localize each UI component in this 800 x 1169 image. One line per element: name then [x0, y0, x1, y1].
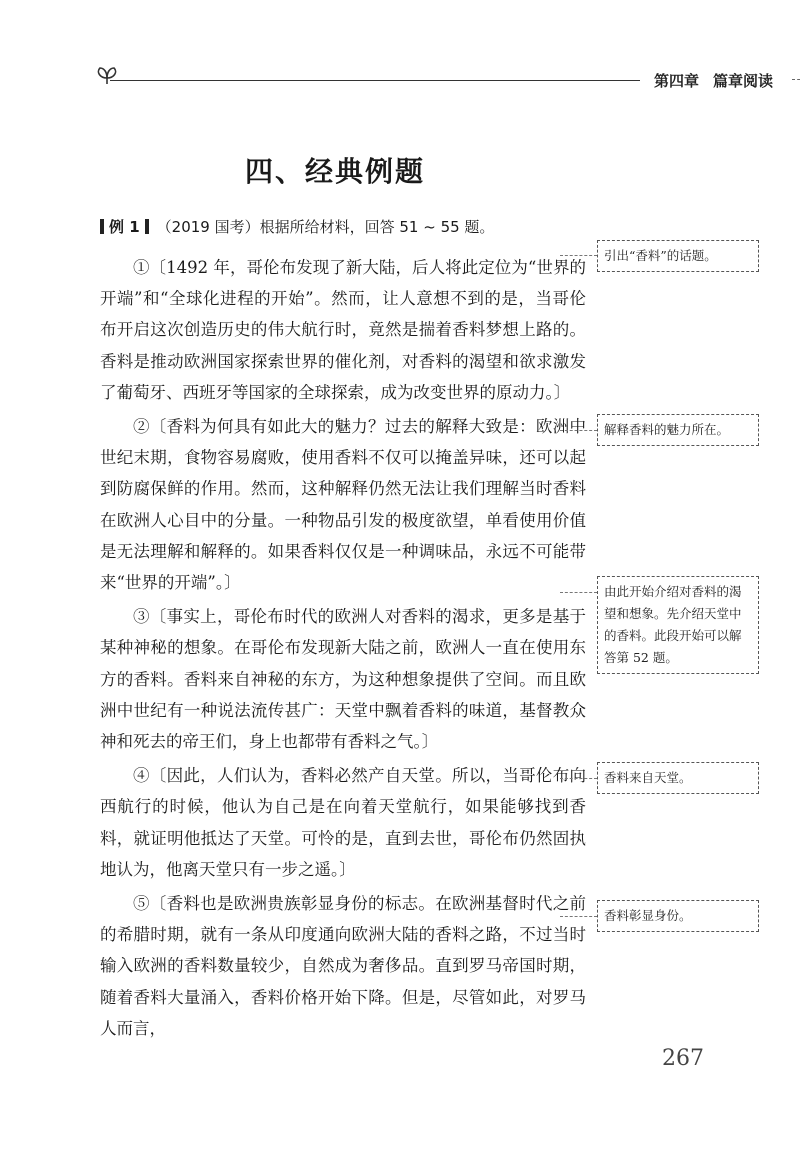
margin-note-4: 香料来自天堂。 [597, 762, 759, 794]
label-bar-left [100, 219, 104, 234]
paragraph-5: ⑤〔香料也是欧洲贵族彰显身份的标志。在欧洲基督时代之前的希腊时期，就有一条从印度通向欧洲大陆的香料之路，不过当时输入欧洲的香料数量较少，自然成为奢侈品。直到罗马帝国时期，随着香料大量涌入，香料价格开始下降。但是，尽管如此，对罗马人而言， [100, 894, 586, 1038]
header-dots [792, 79, 800, 80]
sprout-logo-icon [92, 58, 122, 88]
note-leader-1 [560, 255, 597, 256]
question-instruction: （2019 国考）根据所给材料，回答 51 ~ 55 题。 [156, 218, 495, 236]
paragraph-3: ③〔事实上，哥伦布时代的欧洲人对香料的渴求，更多是基于某种神秘的想象。在哥伦布发现新大陆之前，欧洲人一直在使用东方的香料。香料来自神秘的东方，为这种想象提供了空间。而且欧洲中世纪有一种说法流传甚广：天堂中飘着香料的味道，基督教众神和死去的帝王们，身上也都带有香料之气。〕 [100, 607, 586, 752]
note-leader-2 [560, 430, 597, 431]
note-leader-4 [560, 778, 597, 779]
margin-note-5: 香料彰显身份。 [597, 900, 759, 932]
page-number: 267 [662, 1046, 704, 1071]
article-body [100, 252, 586, 1047]
page-title: 四、经典例题 [244, 155, 425, 188]
question-heading [100, 216, 580, 237]
header-rule [110, 80, 640, 81]
header-section: 篇章阅读 [713, 72, 774, 90]
note-leader-5 [560, 916, 597, 917]
margin-note-3: 由此开始介绍对香料的渴望和想象。先介绍天堂中的香料。此段开始可以解答第 52 题。 [597, 576, 759, 674]
margin-note-2: 解释香料的魅力所在。 [597, 414, 759, 446]
header-chapter: 第四章 [654, 72, 700, 90]
question-label: 例 1 [109, 218, 140, 236]
margin-note-1: 引出“香料”的话题。 [597, 240, 759, 272]
page-header [92, 58, 774, 98]
header-chapter-label [654, 70, 787, 91]
paragraph-1: ①〔1492 年，哥伦布发现了新大陆，后人将此定位为“世界的开端”和“全球化进程的开始”。然而，让人意想不到的是，当哥伦布开启这次创造历史的伟大航行时，竟然是揣着香料梦想上路的。香料是推动欧洲国家探索世界的催化剂，对香料的渴望和欲求激发了葡萄牙、西班牙等国家的全球探索，成为改变世界的原动力。〕 [100, 258, 586, 402]
paragraph-4: ④〔因此，人们认为，香料必然产自天堂。所以，当哥伦布向西航行的时候，他认为自己是在向着天堂航行，如果能够找到香料，就证明他抵达了天堂。可怜的是，直到去世，哥伦布仍然固执地认为，他离天堂只有一步之遥。〕 [100, 766, 586, 879]
paragraph-2: ②〔香料为何具有如此大的魅力？过去的解释大致是：欧洲中世纪末期，食物容易腐败，使用香料不仅可以掩盖异味，还可以起到防腐保鲜的作用。然而，这种解释仍然无法让我们理解当时香料在欧洲人心目中的分量。一种物品引发的极度欲望，单看使用价值是无法理解和解释的。如果香料仅仅是一种调味品，永远不可能带来“世界的开端”。〕 [100, 417, 586, 593]
label-bar-right [145, 219, 149, 234]
note-leader-3 [560, 592, 597, 593]
